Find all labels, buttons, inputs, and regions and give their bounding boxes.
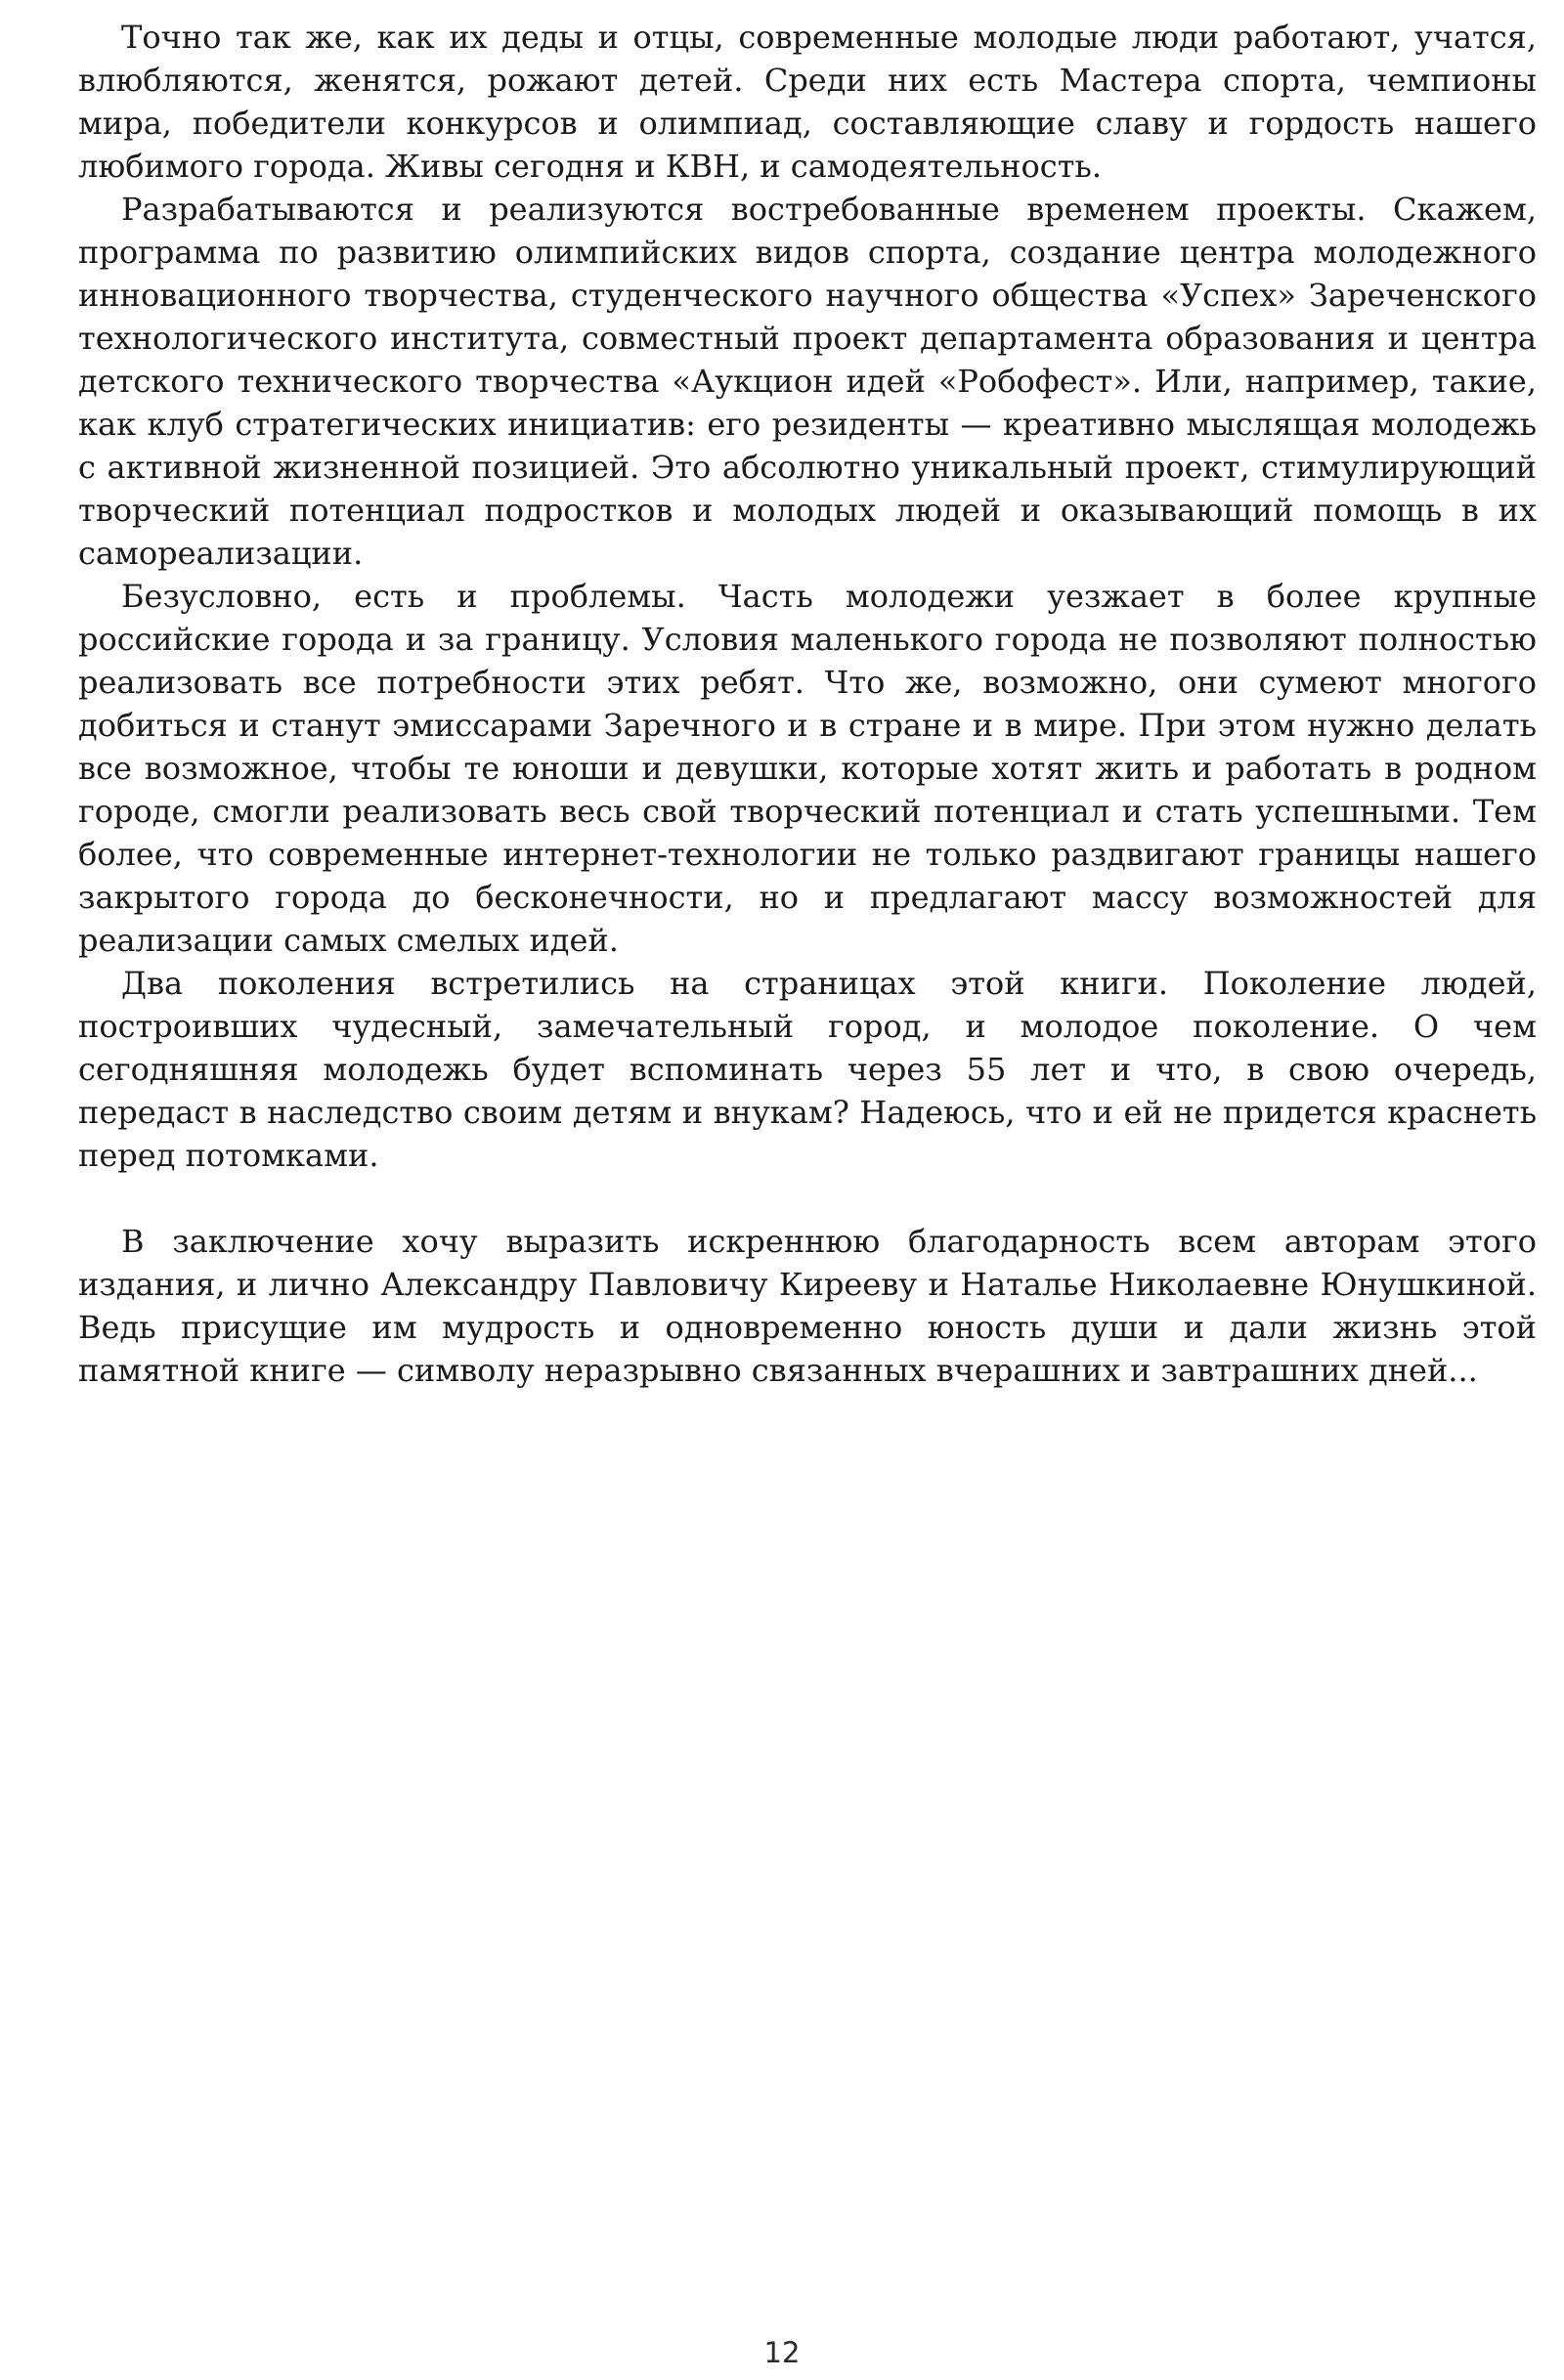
page-body xyxy=(78,16,1537,1392)
paragraph-two-generations: Два поколения встретились на страницах этой книги. Поколение людей, построивших чудесный, замечательный город, и молодое поколение. О чем сегодняшняя молодежь будет вспоминать через 55 лет и что, в свою очередь, передаст в наследство своим детям и внукам? Надеюсь, что и ей не придется краснеть перед потомками. xyxy=(78,965,1537,1174)
paragraph-acknowledgement: В заключение хочу выразить искреннюю благодарность всем авторам этого издания, и лично Александру Павловичу Кирееву и Наталье Николаевне Юнушкиной. Ведь присущие им мудрость и одновременно юность души и дали жизнь этой памятной книге — символу неразрывно связанных вчерашних и завтрашних дней... xyxy=(78,1223,1537,1389)
paragraph-projects: Разрабатываются и реализуются востребованные временем проекты. Скажем, программа по развитию олимпийских видов спорта, создание центра молодежного инновационного творчества, студенческого научного общества «Успех» Зареченского технологического института, совместный проект департамента образования и центра детского технического творчества «Аукцион идей «Робофест». Или, например, такие, как клуб стратегических инициатив: его резиденты — креативно мыслящая молодежь с активной жизненной позицией. Это абсолютно уникальный проект, стимулирующий творческий потенциал подростков и молодых людей и оказывающий помощь в их самореализации. xyxy=(78,191,1537,572)
paragraph-problems: Безусловно, есть и проблемы. Часть молодежи уезжает в более крупные российские города и за границу. Условия маленького города не позволяют полностью реализовать все потребности этих ребят. Что же, возможно, они сумеют многого добиться и станут эмиссарами Заречного и в стране и в мире. При этом нужно делать все возможное, чтобы те юноши и девушки, которые хотят жить и работать в родном городе, смогли реализовать весь свой творческий потенциал и стать успешными. Тем более, что современные интернет-технологии не только раздвигают границы нашего закрытого города до бесконечности, но и предлагают массу возможностей для реализации самых смелых идей. xyxy=(78,578,1537,959)
page-number: 12 xyxy=(763,2336,801,2369)
paragraph-youth-today: Точно так же, как их деды и отцы, современные молодые люди работают, учатся, влюбляются, женятся, рожают детей. Среди них есть Мастера спорта, чемпионы мира, победители конкурсов и олимпиад, составляющие славу и гордость нашего любимого города. Живы сегодня и КВН, и самодеятельность. xyxy=(78,19,1537,185)
paragraph-spacer xyxy=(78,1177,1537,1220)
